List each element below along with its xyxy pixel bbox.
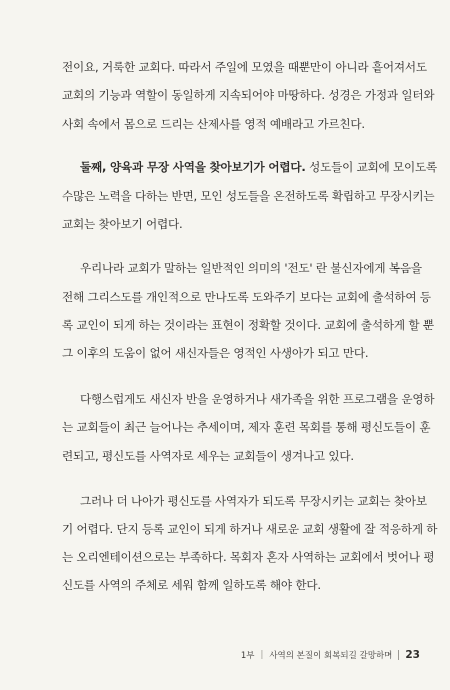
footer-part: 1부 <box>240 651 255 661</box>
body-line: 사회 속에서 몸으로 드리는 산제사를 영적 예배라고 가르친다. <box>62 117 365 131</box>
body-line: 는 교회들이 최근 늘어나는 추세이며, 제자 훈련 목회를 통해 평신도들이 훈 <box>62 420 431 434</box>
footer-separator: | <box>260 650 264 660</box>
body-line: 그러나 더 나아가 평신도를 사역자가 되도록 무장시키는 교회는 찾아보 <box>80 494 427 508</box>
footer-chapter-title: 사역의 본질이 회복되길 갈망하며 <box>269 651 393 661</box>
body-line: 수많은 노력을 다하는 반면, 모인 성도들을 온전하도록 확립하고 무장시키는 <box>62 189 435 203</box>
body-text: 성도들이 교회에 모이도록 <box>305 160 438 174</box>
body-line: 록 교인이 되게 하는 것이라는 표현이 정확할 것이다. 교회에 출석하게 할 뿐 <box>62 318 434 332</box>
body-line: 전이요, 거룩한 교회다. 따라서 주일에 모였을 때뿐만이 아니라 흩어져서도 <box>62 60 427 74</box>
body-line: 전해 그리스도를 개인적으로 만나도록 도와주기 보다는 교회에 출석하여 등 <box>62 290 431 304</box>
body-line: 교회는 찾아보기 어렵다. <box>62 217 183 231</box>
body-line: 우리나라 교회가 말하는 일반적인 의미의 '전도' 란 불신자에게 복음을 <box>80 261 422 275</box>
footer-divider <box>398 650 399 660</box>
page-number: 23 <box>405 649 420 661</box>
body-line: 그 이후의 도움이 없어 새신자들은 영적인 사생아가 되고 만다. <box>62 346 369 360</box>
body-line: 련되고, 평신도를 사역자로 세우는 교회들이 생겨나고 있다. <box>62 449 354 463</box>
body-line <box>80 160 438 175</box>
body-line: 는 오리엔테이션으로는 부족하다. 목회자 혼자 사역하는 교회에서 벗어나 평 <box>62 550 435 564</box>
page-footer <box>0 647 420 663</box>
body-line: 교회의 기능과 역할이 동일하게 지속되어야 마땅하다. 성경은 가정과 일터와 <box>62 88 435 102</box>
section-heading: 둘째, 양육과 무장 사역을 찾아보기가 어렵다. <box>80 160 306 174</box>
body-line: 신도를 사역의 주체로 세워 함께 일하도록 해야 한다. <box>62 578 321 592</box>
body-line: 기 어렵다. 단지 등록 교인이 되게 하거나 새로운 교회 생활에 잘 적응하게 하 <box>62 522 438 536</box>
body-line: 다행스럽게도 새신자 반을 운영하거나 새가족을 위한 프로그램을 운영하 <box>80 392 435 406</box>
